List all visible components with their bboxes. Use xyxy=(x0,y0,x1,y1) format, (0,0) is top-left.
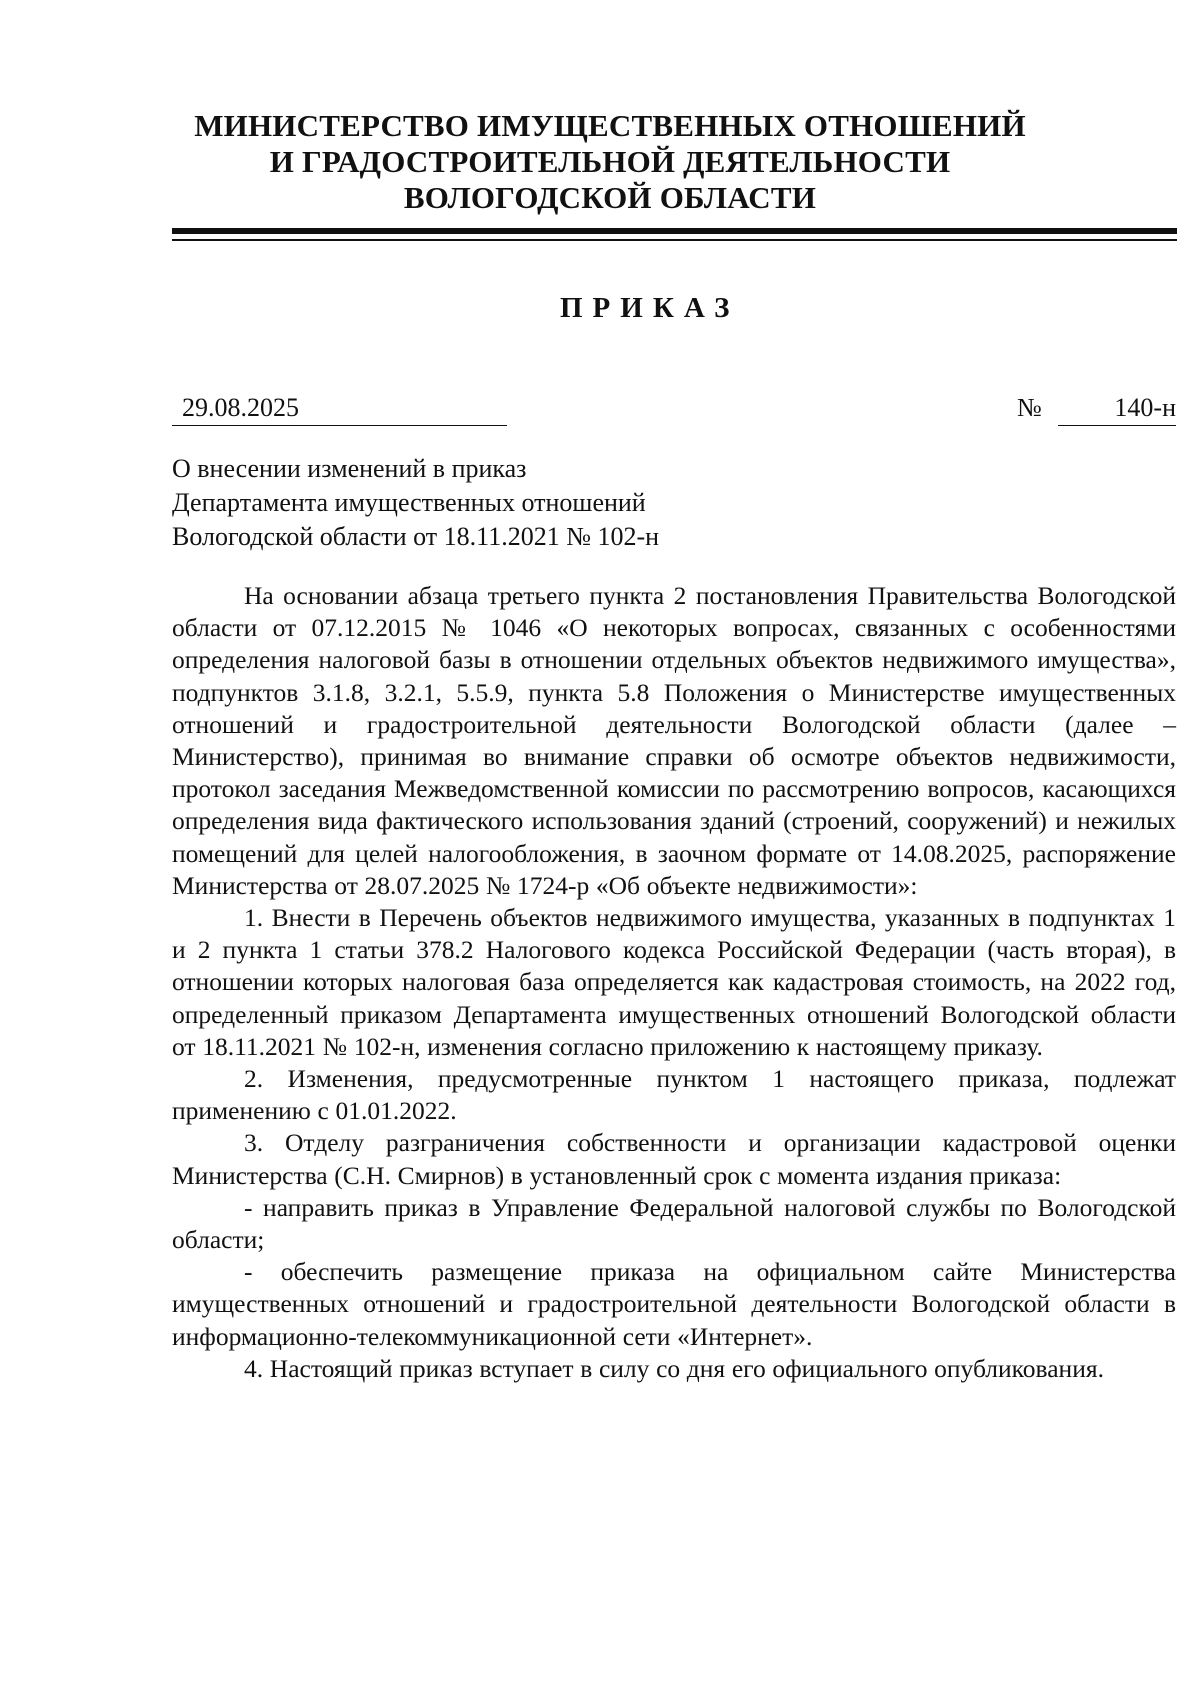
subject-line-2: Департамента имущественных отношений xyxy=(172,488,646,517)
ministry-name-line-3: ВОЛОГОДСКОЙ ОБЛАСТИ xyxy=(403,180,817,215)
order-number-sign: № xyxy=(1017,393,1042,422)
item-3-paragraph: 3. Отделу разграничения собственности и организации кадастровой оценки Министерства (С.Н. Смирнов) в установленный срок с момента издания приказа: xyxy=(172,1128,1176,1190)
order-number-field xyxy=(1058,392,1176,426)
item-4-paragraph: 4. Настоящий приказ вступает в силу со дня его официального опубликования. xyxy=(244,1353,1104,1383)
subject-line-3: Вологодской области от 18.11.2021 № 102-н xyxy=(172,522,660,551)
subject-line-1: О внесении изменений в приказ xyxy=(172,454,527,483)
order-body xyxy=(172,580,1176,1385)
item-2-paragraph: 2. Изменения, предусмотренные пунктом 1 настоящего приказа, подлежат применению с 01.01.2022. xyxy=(172,1064,1176,1126)
order-number: 140-н xyxy=(1114,393,1176,422)
item-1-paragraph: 1. Внести в Перечень объектов недвижимого имущества, указанных в подпунктах 1 и 2 пункта 1 статьи 378.2 Налогового кодекса Российской Федерации (часть вторая), в отношении которых налоговая база определяется как кадастровая стоимость, на 2022 год, определенный приказом Департамента имущественных отношений Вологодской области от 18.11.2021 № 102-н, изменения согласно приложению к настоящему приказу. xyxy=(172,903,1176,1061)
item-3-dash-2-paragraph: - обеспечить размещение приказа на официальном сайте Министерства имущественных отношений и градостроительной деятельности Вологодской области в информационно-телекоммуникационной сети «Интернет». xyxy=(172,1257,1176,1351)
ministry-name-line-1: МИНИСТЕРСТВО ИМУЩЕСТВЕННЫХ ОТНОШЕНИЙ xyxy=(194,108,1026,143)
item-3-dash-1-paragraph: - направить приказ в Управление Федеральной налоговой службы по Вологодской области; xyxy=(172,1192,1176,1255)
order-title: ПРИКАЗ xyxy=(560,292,740,324)
preamble-paragraph: На основании абзаца третьего пункта 2 постановления Правительства Вологодской области от 07.12.2015 № 1046 «О некоторых вопросах, связанных с особенностями определения налоговой базы в отношении отдельных объектов недвижимого имущества», подпунктов 3.1.8, 3.2.1, 5.5.9, пункта 5.8 Положения о Министерстве имущественных отношений и градостроительной деятельности Вологодской области (далее – Министерство), принимая во внимание справки об осмотре объектов недвижимости, протокол заседания Межведомственной комиссии по рассмотрению вопросов, касающихся определения вида фактического использования зданий (строений, сооружений) и нежилых помещений для целей налогообложения, в заочном формате от 14.08.2025, распоряжение Министерства от 28.07.2025 № 1724-р «Об объекте недвижимости»: xyxy=(172,581,1176,900)
header-divider-thick xyxy=(172,228,1177,234)
order-subject xyxy=(172,452,659,554)
order-date-field xyxy=(172,392,507,426)
ministry-name-line-2: И ГРАДОСТРОИТЕЛЬНОЙ ДЕЯТЕЛЬНОСТИ xyxy=(269,144,951,179)
order-date: 29.08.2025 xyxy=(182,393,299,422)
header-divider-thin xyxy=(172,239,1177,241)
ministry-header xyxy=(150,108,1070,216)
